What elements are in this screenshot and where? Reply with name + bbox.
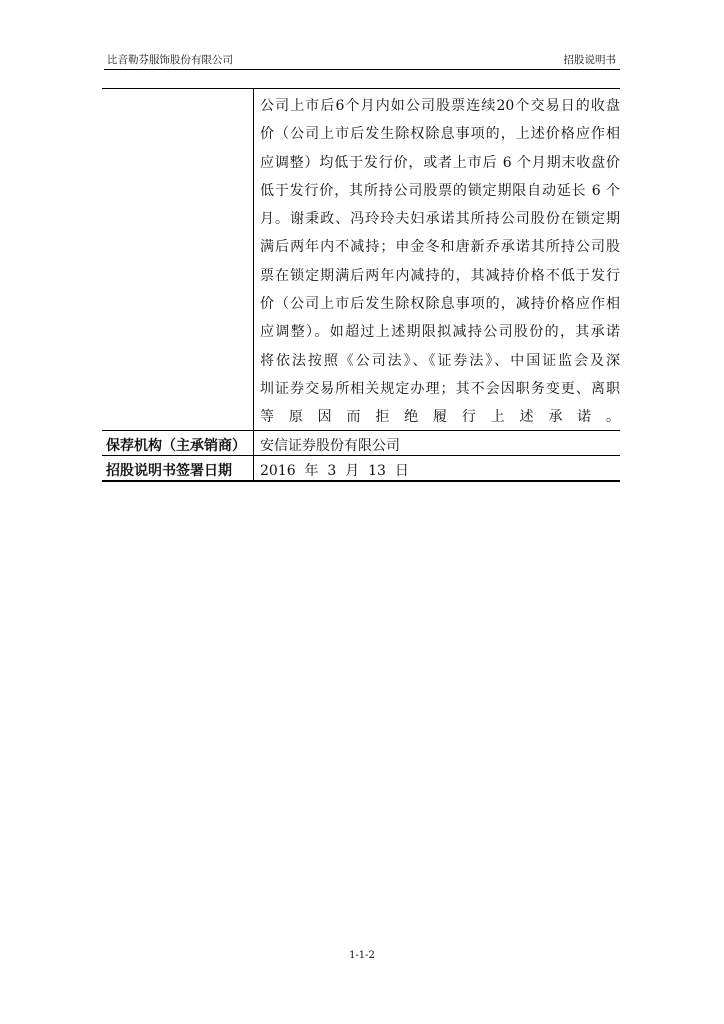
- header-document-type: 招股说明书: [563, 54, 616, 66]
- sponsor-label: 保荐机构（主承销商）: [106, 438, 246, 454]
- signing-date-label: 招股说明书签署日期: [106, 463, 232, 479]
- table-row-divider: [102, 430, 620, 431]
- commitment-line: 低于发行价，其所持公司股票的锁定期限自动延长 6 个: [260, 182, 620, 199]
- commitment-line: 等原因而拒绝履行上述承诺。: [260, 409, 620, 426]
- info-table: [102, 88, 620, 483]
- commitment-line: 将依法按照《公司法》、《证券法》、中国证监会及深: [260, 352, 620, 369]
- commitment-text: [260, 92, 620, 432]
- page-number: 1-1-2: [349, 950, 375, 961]
- header-rule: [104, 69, 620, 70]
- commitment-line: 应调整）均低于发行价，或者上市后 6 个月期末收盘价: [260, 154, 620, 171]
- commitment-line: 圳证券交易所相关规定办理；其不会因职务变更、离职: [260, 380, 620, 397]
- header-company-name: 比音勒芬服饰股份有限公司: [107, 54, 233, 66]
- commitment-line: 价（公司上市后发生除权除息事项的，减持价格应作相: [260, 296, 620, 313]
- commitment-line: 应调整）。如超过上述期限拟减持公司股份的，其承诺: [260, 324, 620, 341]
- table-row-divider: [102, 455, 620, 456]
- table-bottom-rule: [102, 480, 620, 482]
- commitment-line: 满后两年内不减持；申金冬和唐新乔承诺其所持公司股: [260, 239, 620, 256]
- table-column-divider: [253, 88, 254, 482]
- table-top-rule: [102, 88, 620, 89]
- commitment-line: 月。谢秉政、冯玲玲夫妇承诺其所持公司股份在锁定期: [260, 211, 620, 228]
- sponsor-value: 安信证券股份有限公司: [260, 438, 400, 454]
- signing-date-value: 2016 年 3 月 13 日: [260, 463, 409, 479]
- commitment-line: 价（公司上市后发生除权除息事项的，上述价格应作相: [260, 126, 620, 143]
- commitment-line: 公司上市后6个月内如公司股票连续20个交易日的收盘: [260, 98, 620, 114]
- commitment-line: 票在锁定期满后两年内减持的，其减持价格不低于发行: [260, 267, 620, 284]
- page-header: [104, 50, 620, 70]
